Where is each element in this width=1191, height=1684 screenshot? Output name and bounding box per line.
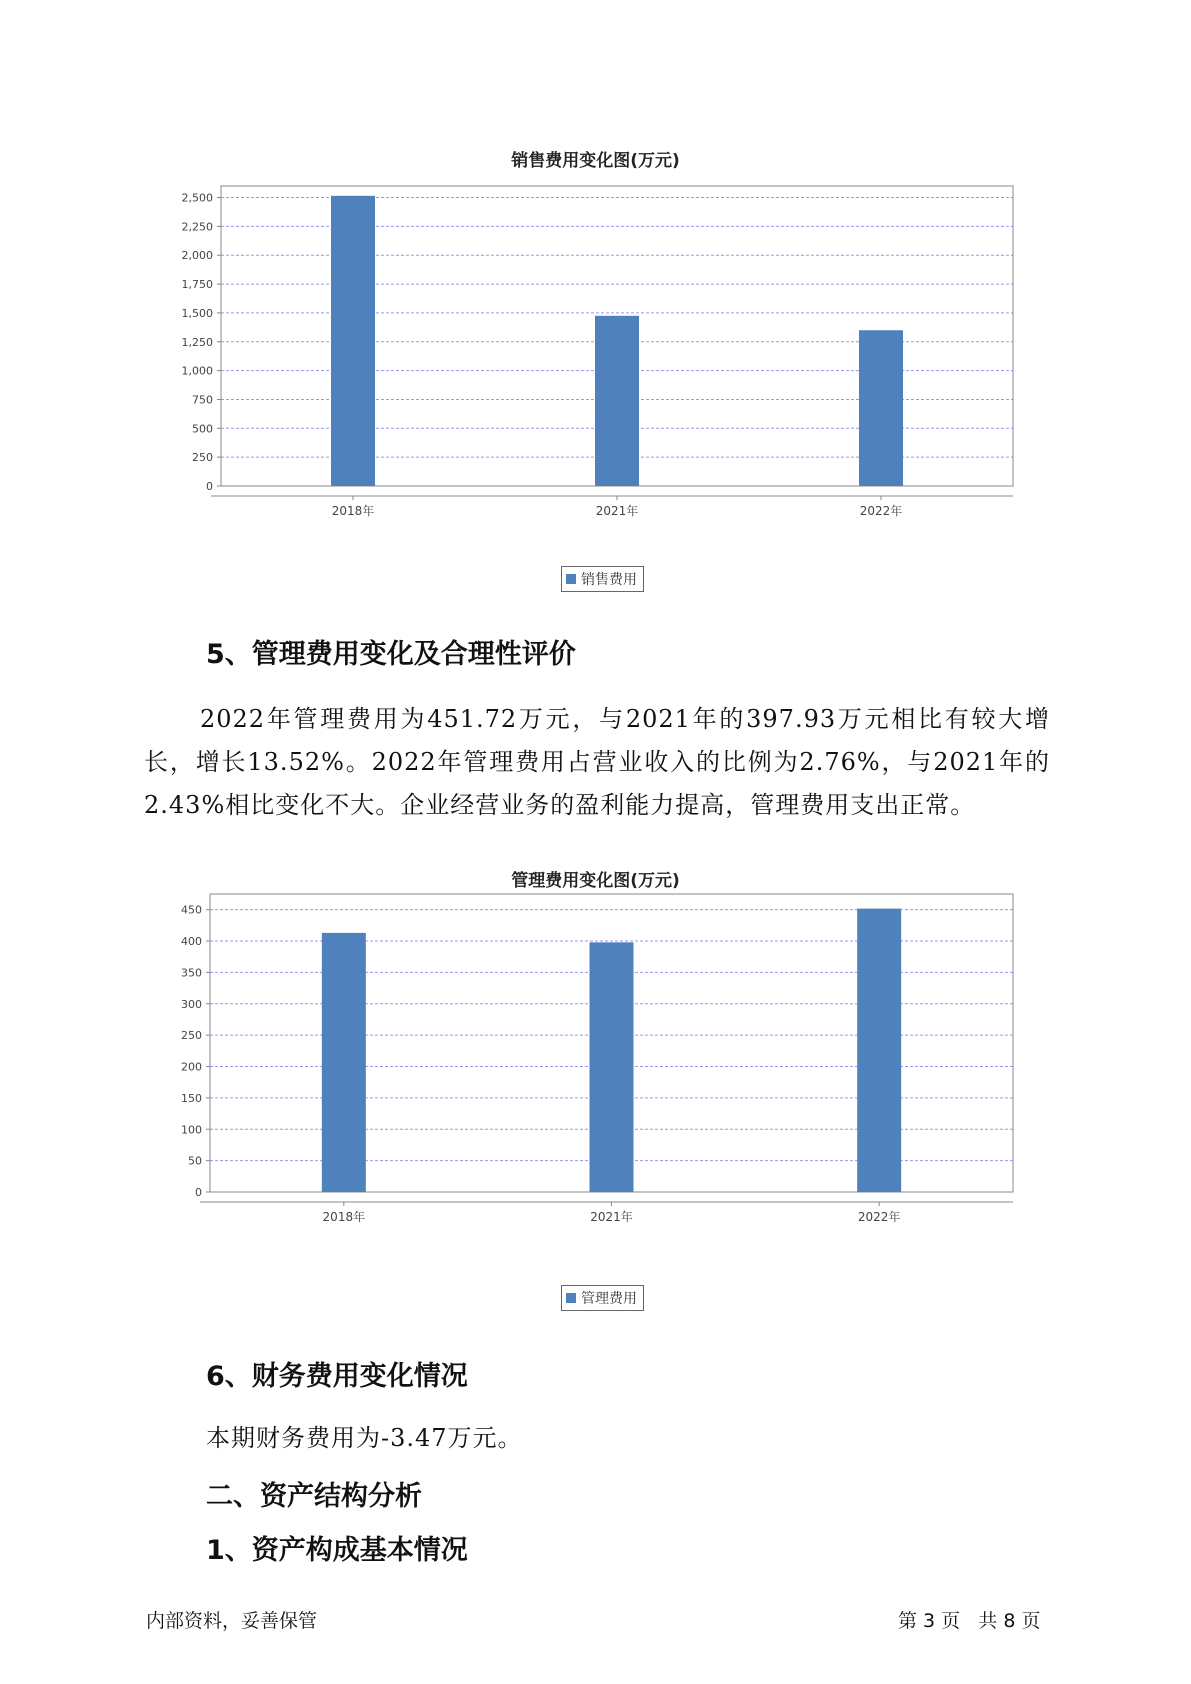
y-tick-label: 250 [192,451,213,465]
admin-expense-chart-title: 管理费用变化图(万元) [511,871,680,891]
y-tick-label: 1,750 [181,278,213,292]
bar [595,316,639,486]
footer-page-number: 第 3 页 共 8 页 [898,1610,1041,1632]
bar [322,933,366,1192]
y-tick-label: 750 [192,393,213,407]
bar [859,330,903,486]
bar [590,942,634,1192]
section-6-text: 本期财务费用为-3.47万元。 [206,1424,523,1452]
legend-swatch [566,574,576,584]
y-tick-label: 200 [181,1060,202,1074]
y-tick-label: 150 [181,1091,202,1105]
x-tick-label: 2021年 [595,504,639,518]
y-tick-label: 400 [181,935,202,949]
y-tick-label: 500 [192,422,213,436]
y-tick-label: 1,000 [181,364,213,378]
x-tick-label: 2018年 [322,1210,366,1224]
x-tick-label: 2022年 [857,1210,901,1224]
admin-expense-legend [561,1285,644,1311]
legend-label: 销售费用 [581,572,637,588]
part-2-heading: 二、资产结构分析 [206,1481,422,1512]
x-tick-label: 2018年 [331,504,375,518]
y-tick-label: 450 [181,903,202,917]
legend-swatch [566,1293,576,1303]
section-5-heading: 5、管理费用变化及合理性评价 [206,639,576,670]
legend-label: 管理费用 [581,1291,637,1307]
section-5-paragraph: 2022年管理费用为451.72万元，与2021年的397.93万元相比有较大增长，增长13.52%。2022年管理费用占营业收入的比例为2.76%，与2021年的2.43%相比变化不大。企业经营业务的盈利能力提高，管理费用支出正常。 [144,705,1050,819]
x-tick-label: 2021年 [590,1210,633,1224]
x-tick-label: 2022年 [859,504,903,518]
footer-confidential-note: 内部资料，妥善保管 [146,1610,318,1632]
y-tick-label: 2,250 [181,220,213,234]
y-tick-label: 250 [181,1029,202,1043]
sales-expense-chart [0,170,1191,518]
admin-expense-chart [0,890,1191,1230]
y-tick-label: 50 [188,1154,202,1168]
y-tick-label: 100 [181,1123,202,1137]
y-tick-label: 0 [206,480,213,493]
y-tick-label: 2,500 [181,191,213,205]
y-tick-label: 2,000 [181,249,213,263]
sales-expense-legend [561,566,644,592]
y-tick-label: 1,250 [181,335,213,349]
y-tick-label: 1,500 [181,306,213,320]
y-tick-label: 0 [195,1186,202,1199]
y-tick-label: 350 [181,966,202,980]
y-tick-label: 300 [181,997,202,1011]
part-2-section-1-heading: 1、资产构成基本情况 [206,1535,468,1566]
bar [331,196,375,486]
section-6-heading: 6、财务费用变化情况 [206,1361,468,1392]
bar [857,909,901,1192]
sales-expense-chart-title: 销售费用变化图(万元) [511,151,680,171]
